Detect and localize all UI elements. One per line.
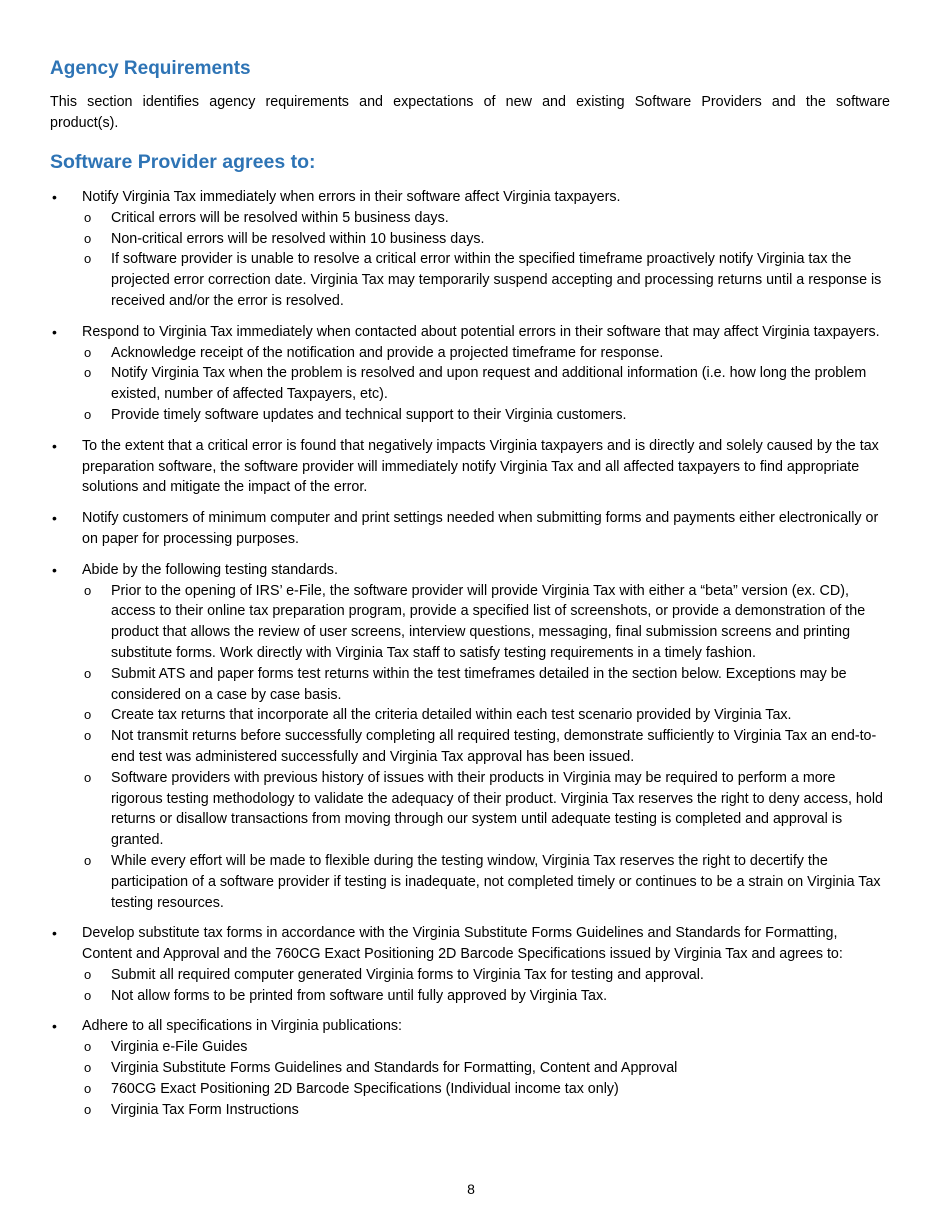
sub-list-item-text: Create tax returns that incorporate all the criteria detailed within each test scenario provided by Virginia Tax. (111, 707, 792, 724)
sub-list-item-text: Non-critical errors will be resolved within 10 business days. (111, 230, 485, 247)
bullet-icon: • (52, 437, 57, 454)
bullet-icon: • (52, 925, 57, 942)
sub-list-item (82, 986, 890, 1007)
sub-list-item (82, 705, 890, 726)
sub-list-item (82, 768, 890, 851)
sub-bullet-icon: o (84, 365, 92, 381)
bullet-icon: • (52, 1018, 57, 1035)
sub-list-item-text: Notify Virginia Tax when the problem is resolved and upon request and additional information (i.e. how long the problem existed, number of affected Taxpayers, etc). (111, 365, 867, 403)
sub-list-item-text: Critical errors will be resolved within 5 business days. (111, 209, 449, 226)
sub-bullet-icon: o (84, 1101, 92, 1117)
sub-bullet-icon: o (84, 251, 92, 267)
list-item (50, 508, 890, 550)
bullet-icon: • (52, 510, 57, 527)
list-item (50, 923, 890, 1006)
requirements-list (50, 187, 890, 1120)
sub-list-item (82, 851, 890, 913)
list-item-text: To the extent that a critical error is found that negatively impacts Virginia taxpayers and is directly and solely caused by the tax preparation software, the software provider will immediately notify Virginia Tax and all affected taxpayers to find appropriate solutions and mitigate the impact of the error. (82, 437, 879, 496)
sub-bullet-icon: o (84, 966, 92, 982)
sub-list-item (82, 1079, 890, 1100)
sub-list-item (82, 726, 890, 768)
sub-bullet-icon: o (84, 728, 92, 744)
list-item-text: Abide by the following testing standards. (82, 561, 338, 578)
sub-bullet-icon: o (84, 665, 92, 681)
sub-list-item (82, 1100, 890, 1121)
sub-bullet-icon: o (84, 406, 92, 422)
list-item (50, 322, 890, 426)
sub-list-item-text: Prior to the opening of IRS’ e-File, the software provider will provide Virginia Tax with either a “beta” version (ex. CD), access to their online tax preparation program, provide a specified list of screenshots, or provide a demonstration of the product that allows the review of user screens, interview questions, messaging, final submission screens and printing substitute forms. Work directly with Virginia Tax staff to satisfy testing requirements in a timely fashion. (111, 582, 866, 661)
subsection-heading: Software Provider agrees to: (50, 151, 316, 173)
sub-bullet-icon: o (84, 582, 92, 598)
sub-list-item-text: Provide timely software updates and technical support to their Virginia customers. (111, 406, 627, 423)
sub-list-item-text: Submit all required computer generated Virginia forms to Virginia Tax for testing and approval. (111, 966, 704, 983)
page-number: 8 (467, 1181, 475, 1197)
sub-bullet-icon: o (84, 769, 92, 785)
sub-bullet-icon: o (84, 230, 92, 246)
sub-list-item-text: While every effort will be made to flexible during the testing window, Virginia Tax reserves the right to decertify the participation of a software provider if testing is inadequate, not completed timely or continues to be a strain on Virginia Tax testing resources. (111, 852, 881, 911)
list-item-text: Notify customers of minimum computer and print settings needed when submitting forms and payments either electronically or on paper for processing purposes. (82, 510, 879, 547)
bullet-icon: • (52, 323, 57, 340)
list-item-text: Respond to Virginia Tax immediately when contacted about potential errors in their software that may affect Virginia taxpayers. (82, 323, 880, 340)
list-item-text: Develop substitute tax forms in accordance with the Virginia Substitute Forms Guidelines and Standards for Formatting, Content and Approval and the 760CG Exact Positioning 2D Barcode Specifications issued by Virginia Tax and agrees to: (82, 925, 843, 963)
sub-list-item-text: 760CG Exact Positioning 2D Barcode Specifications (Individual income tax only) (111, 1080, 619, 1097)
section-heading: Agency Requirements (50, 58, 251, 79)
list-item (50, 560, 890, 914)
sub-list-item (82, 343, 890, 364)
sub-bullet-icon: o (84, 209, 92, 225)
list-item (50, 436, 890, 498)
sub-list-item (82, 965, 890, 986)
sub-list (82, 343, 890, 426)
sub-list-item-text: Software providers with previous history of issues with their products in Virginia may be required to perform a more rigorous testing methodology to validate the adequacy of their product. Virginia Tax reserves the right to deny access, hold returns or disallow transactions from moving through our system until adequate testing is completed and approval is granted. (111, 769, 883, 849)
sub-list-item (82, 363, 890, 405)
sub-bullet-icon: o (84, 1039, 92, 1055)
sub-list-item (82, 1058, 890, 1079)
sub-list-item (82, 405, 890, 426)
list-item-text: Notify Virginia Tax immediately when errors in their software affect Virginia taxpayers. (82, 189, 621, 205)
sub-list-item (82, 208, 890, 229)
list-item (50, 1016, 890, 1120)
sub-bullet-icon: o (84, 987, 92, 1003)
intro-paragraph: This section identifies agency requirements and expectations of new and existing Software Providers and the software product(s). (50, 94, 890, 131)
sub-list-item-text: Not transmit returns before successfully completing all required testing, demonstrate sufficiently to Virginia Tax an end-to-end test was administered successfully and Virginia Tax approval has been issued. (111, 728, 877, 765)
sub-list-item (82, 664, 890, 706)
sub-list-item-text: Acknowledge receipt of the notification and provide a projected timeframe for response. (111, 344, 664, 361)
sub-list-item-text: If software provider is unable to resolve a critical error within the specified timeframe proactively notify Virginia tax the projected error correction date. Virginia Tax may temporarily suspend accepting and processing returns until a response is received and/or the error is resolved. (111, 251, 882, 309)
sub-bullet-icon: o (84, 1060, 92, 1076)
sub-list (82, 965, 890, 1007)
sub-list-item (82, 581, 890, 664)
sub-list (82, 581, 890, 914)
document-page (50, 56, 890, 1130)
sub-list-item-text: Submit ATS and paper forms test returns within the test timeframes detailed in the section below. Exceptions may be considered on a case by case basis. (111, 665, 847, 703)
sub-list (82, 208, 890, 312)
list-item-text: Adhere to all specifications in Virginia publications: (82, 1018, 403, 1035)
sub-list-item (82, 229, 890, 250)
sub-list-item-text: Not allow forms to be printed from software until fully approved by Virginia Tax. (111, 987, 608, 1004)
sub-list (82, 1037, 890, 1120)
sub-list-item-text: Virginia Tax Form Instructions (111, 1101, 299, 1118)
sub-bullet-icon: o (84, 344, 92, 360)
list-item (50, 187, 890, 312)
sub-bullet-icon: o (84, 707, 92, 723)
sub-list-item (82, 249, 890, 311)
sub-list-item (82, 1037, 890, 1058)
bullet-icon: • (52, 561, 57, 578)
sub-bullet-icon: o (84, 852, 92, 868)
sub-list-item-text: Virginia Substitute Forms Guidelines and Standards for Formatting, Content and Approval (111, 1060, 678, 1077)
sub-list-item-text: Virginia e-File Guides (111, 1039, 248, 1056)
sub-bullet-icon: o (84, 1080, 92, 1096)
bullet-icon: • (52, 189, 57, 205)
